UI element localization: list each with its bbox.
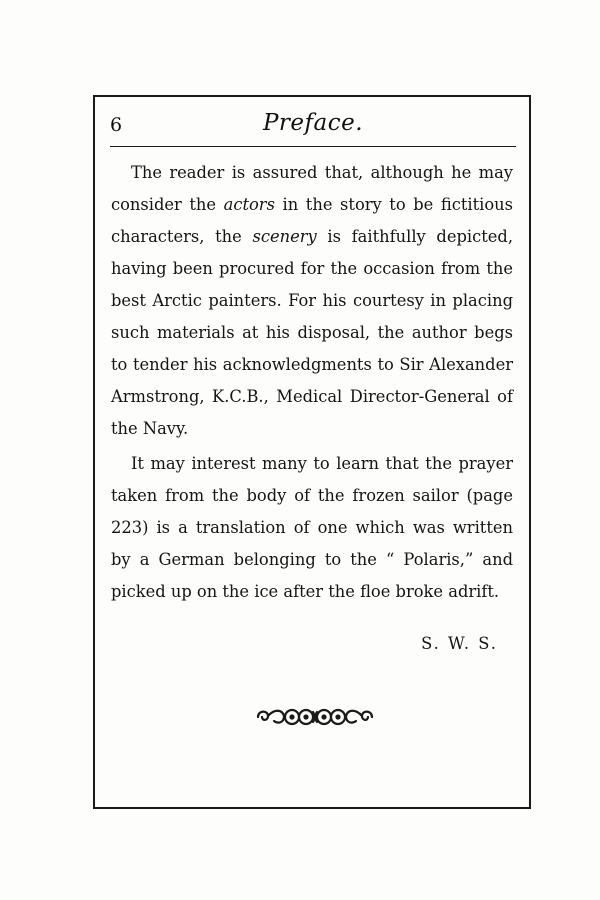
emphasis-actors: actors	[223, 195, 275, 214]
scroll-ornament-icon	[254, 706, 376, 728]
paragraph-1-part-3: is faithfully depicted, having been procured for the occasion from the best Arctic painters. For his courtesy in placing such materials at his disposal, the author begs to tender his acknowledgments to Sir Alexander Armstrong, K.C.B., Medical Director-General of the Navy.	[111, 227, 513, 438]
page-header	[110, 108, 516, 142]
preface-text	[111, 157, 513, 608]
page-number: 6	[110, 114, 123, 136]
author-initials: S. W. S.	[421, 634, 498, 653]
header-rule	[110, 146, 516, 147]
paragraph-1-part-2: in the story to be fictitious characters, the	[111, 195, 513, 246]
paragraph-2: It may interest many to learn that the prayer taken from the body of the frozen sailor (page 223) is a translation of one which was written by a German belonging to the “ Polaris,” and picked up on the ice after the floe broke adrift.	[111, 454, 513, 601]
running-title: Preface.	[262, 110, 364, 136]
emphasis-scenery: scenery	[252, 227, 317, 246]
paragraph-1-part-1: The reader is assured that, although he may consider the	[111, 163, 513, 214]
paragraph-1	[111, 157, 513, 445]
